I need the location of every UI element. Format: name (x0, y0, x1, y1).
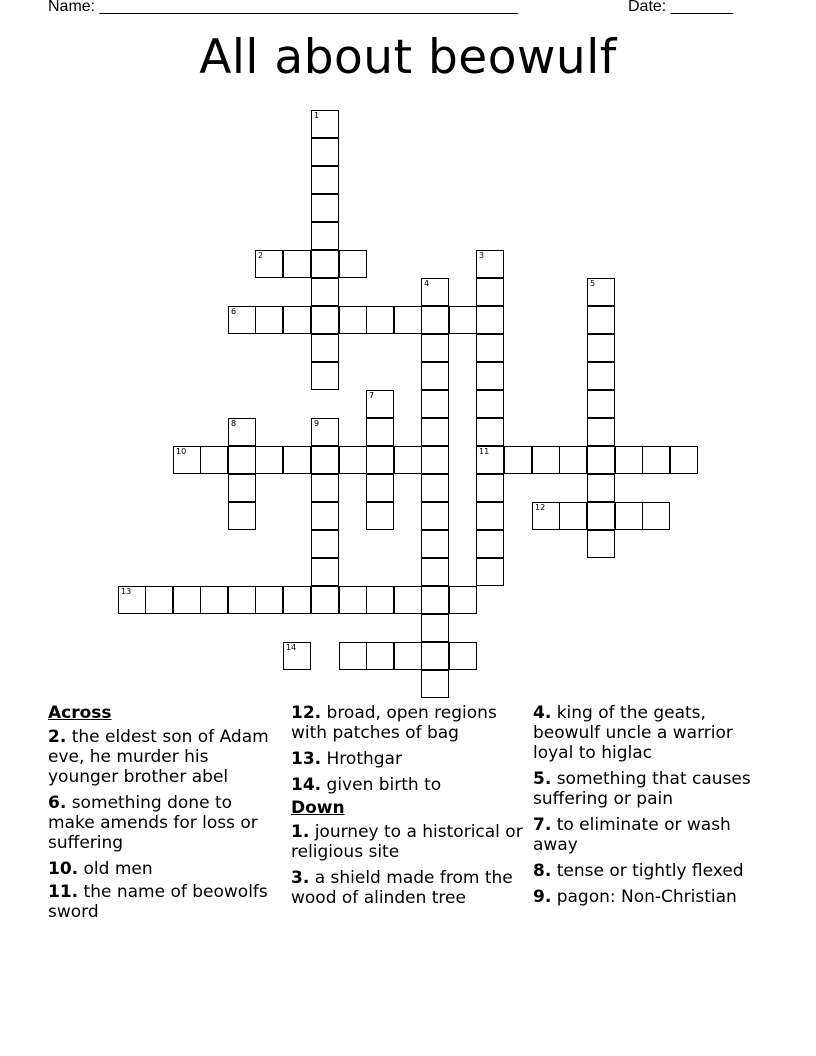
clue-across-13 (291, 749, 527, 769)
clue-text: king of the geats, beowulf uncle a warrior loyal to higlac (533, 703, 733, 763)
grid-cell[interactable] (532, 502, 560, 530)
grid-cell[interactable] (587, 446, 615, 474)
grid-cell[interactable] (504, 446, 532, 474)
grid-cell[interactable] (339, 250, 367, 278)
grid-cell[interactable] (311, 306, 339, 334)
clues-column-1 (48, 703, 284, 928)
grid-cell[interactable] (476, 418, 504, 446)
grid-cell[interactable] (449, 306, 477, 334)
grid-cell[interactable] (311, 166, 339, 194)
clue-number: 5. (533, 769, 552, 789)
grid-cell[interactable] (311, 250, 339, 278)
grid-cell[interactable] (339, 306, 367, 334)
grid-cell[interactable] (366, 502, 394, 530)
clue-number: 1. (291, 822, 310, 842)
clue-across-10 (48, 859, 284, 879)
grid-cell[interactable] (476, 558, 504, 586)
clue-number-label: 5 (590, 279, 596, 288)
clue-text: pagon: Non-Christian (551, 887, 737, 907)
grid-cell[interactable] (311, 278, 339, 306)
grid-cell[interactable] (311, 418, 339, 446)
grid-cell[interactable] (421, 278, 449, 306)
grid-cell[interactable] (339, 586, 367, 614)
grid-cell[interactable] (366, 642, 394, 670)
grid-cell[interactable] (200, 586, 228, 614)
grid-cell[interactable] (228, 446, 256, 474)
grid-cell[interactable] (615, 446, 643, 474)
across-heading: Across (48, 703, 112, 723)
grid-cell[interactable] (339, 642, 367, 670)
clue-text: tense or tightly flexed (551, 861, 744, 881)
grid-cell[interactable] (421, 474, 449, 502)
clue-number: 8. (533, 861, 552, 881)
clue-text: journey to a historical or religious site (291, 822, 523, 862)
grid-cell[interactable] (421, 530, 449, 558)
grid-cell[interactable] (255, 250, 283, 278)
grid-cell[interactable] (421, 362, 449, 390)
grid-cell[interactable] (366, 418, 394, 446)
clue-down-7 (533, 815, 769, 855)
grid-cell[interactable] (642, 446, 670, 474)
clue-number-label: 1 (314, 111, 320, 120)
clue-number: 2. (48, 727, 67, 747)
grid-cell[interactable] (421, 502, 449, 530)
grid-cell[interactable] (476, 362, 504, 390)
grid-cell[interactable] (421, 642, 449, 670)
grid-cell[interactable] (228, 306, 256, 334)
grid-cell[interactable] (311, 558, 339, 586)
clue-text: a shield made from the wood of alinden tree (291, 868, 513, 908)
grid-cell[interactable] (587, 362, 615, 390)
clue-text: the eldest son of Adam eve, he murder his younger brother abel (48, 727, 269, 787)
clue-across-2 (48, 727, 284, 787)
clue-text: given birth to (321, 775, 442, 795)
grid-cell[interactable] (366, 586, 394, 614)
grid-cell[interactable] (173, 446, 201, 474)
grid-cell[interactable] (394, 446, 422, 474)
clue-number-label: 12 (535, 503, 546, 512)
grid-cell[interactable] (476, 250, 504, 278)
grid-cell[interactable] (449, 586, 477, 614)
grid-cell[interactable] (642, 502, 670, 530)
grid-cell[interactable] (311, 362, 339, 390)
grid-cell[interactable] (587, 502, 615, 530)
clue-text: old men (78, 859, 153, 879)
clue-down-4 (533, 703, 769, 763)
clue-number-label: 13 (121, 587, 132, 596)
clue-number: 10. (48, 859, 79, 879)
clue-text: to eliminate or wash away (533, 815, 731, 855)
grid-cell[interactable] (587, 334, 615, 362)
clue-number: 3. (291, 868, 310, 888)
grid-cell[interactable] (476, 530, 504, 558)
grid-cell[interactable] (228, 474, 256, 502)
grid-cell[interactable] (311, 502, 339, 530)
grid-cell[interactable] (366, 474, 394, 502)
clue-number-label: 2 (258, 251, 264, 260)
grid-cell[interactable] (421, 306, 449, 334)
clues-column-3 (533, 703, 769, 913)
grid-cell[interactable] (394, 586, 422, 614)
clue-number-label: 11 (479, 447, 490, 456)
grid-cell[interactable] (311, 110, 339, 138)
date-label: Date: _______ (628, 0, 733, 15)
grid-cell[interactable] (476, 306, 504, 334)
clue-number: 9. (533, 887, 552, 907)
grid-cell[interactable] (559, 502, 587, 530)
grid-cell[interactable] (421, 418, 449, 446)
clue-number: 14. (291, 775, 322, 795)
grid-cell[interactable] (421, 446, 449, 474)
grid-cell[interactable] (283, 250, 311, 278)
grid-cell[interactable] (118, 586, 146, 614)
grid-cell[interactable] (311, 222, 339, 250)
clue-text: something that causes suffering or pain (533, 769, 751, 809)
grid-cell[interactable] (255, 446, 283, 474)
clue-down-8 (533, 861, 769, 881)
grid-cell[interactable] (476, 502, 504, 530)
clue-across-12 (291, 703, 527, 743)
grid-cell[interactable] (311, 474, 339, 502)
grid-cell[interactable] (421, 614, 449, 642)
grid-cell[interactable] (421, 390, 449, 418)
grid-cell[interactable] (228, 418, 256, 446)
clues-column-2 (291, 703, 527, 914)
grid-cell[interactable] (615, 502, 643, 530)
grid-cell[interactable] (476, 390, 504, 418)
grid-cell[interactable] (339, 446, 367, 474)
clue-number: 7. (533, 815, 552, 835)
clue-text: the name of beowolfs sword (48, 882, 268, 922)
grid-cell[interactable] (476, 278, 504, 306)
down-heading: Down (291, 798, 345, 818)
clue-number-label: 14 (286, 643, 297, 652)
grid-cell[interactable] (311, 586, 339, 614)
clue-text: Hrothgar (321, 749, 402, 769)
grid-cell[interactable] (145, 586, 173, 614)
grid-cell[interactable] (173, 586, 201, 614)
grid-cell[interactable] (559, 446, 587, 474)
clue-number-label: 4 (424, 279, 430, 288)
name-label: Name: _______________________________________________ (48, 0, 518, 15)
clue-number: 12. (291, 703, 322, 723)
grid-cell[interactable] (587, 418, 615, 446)
grid-cell[interactable] (394, 642, 422, 670)
clue-number-label: 6 (231, 307, 237, 316)
clue-text: broad, open regions with patches of bag (291, 703, 497, 743)
grid-cell[interactable] (476, 474, 504, 502)
clue-across-6 (48, 793, 284, 853)
grid-cell[interactable] (311, 334, 339, 362)
grid-cell[interactable] (283, 446, 311, 474)
grid-cell[interactable] (449, 642, 477, 670)
grid-cell[interactable] (283, 586, 311, 614)
clue-number-label: 10 (176, 447, 187, 456)
clue-across-11 (48, 882, 284, 922)
clue-number-label: 8 (231, 419, 237, 428)
grid-cell[interactable] (311, 446, 339, 474)
grid-cell[interactable] (587, 530, 615, 558)
clue-number: 6. (48, 793, 67, 813)
grid-cell[interactable] (255, 586, 283, 614)
clue-across-14 (291, 775, 527, 795)
grid-cell[interactable] (311, 530, 339, 558)
grid-cell[interactable] (283, 306, 311, 334)
clue-down-1 (291, 822, 527, 862)
clue-number-label: 9 (314, 419, 320, 428)
clue-down-9 (533, 887, 769, 907)
clue-text: something done to make amends for loss or suffering (48, 793, 258, 853)
clue-number: 4. (533, 703, 552, 723)
grid-cell[interactable] (587, 306, 615, 334)
grid-cell[interactable] (476, 446, 504, 474)
grid-cell[interactable] (283, 642, 311, 670)
grid-cell[interactable] (476, 334, 504, 362)
grid-cell[interactable] (532, 446, 560, 474)
grid-cell[interactable] (366, 306, 394, 334)
grid-cell[interactable] (587, 390, 615, 418)
grid-cell[interactable] (587, 278, 615, 306)
grid-cell[interactable] (421, 586, 449, 614)
clue-down-5 (533, 769, 769, 809)
grid-cell[interactable] (421, 670, 449, 698)
grid-cell[interactable] (421, 558, 449, 586)
grid-cell[interactable] (311, 194, 339, 222)
grid-cell[interactable] (670, 446, 698, 474)
puzzle-title: All about beowulf (199, 30, 617, 85)
grid-cell[interactable] (255, 306, 283, 334)
grid-cell[interactable] (366, 390, 394, 418)
clue-number: 11. (48, 882, 79, 902)
grid-cell[interactable] (421, 334, 449, 362)
clue-number-label: 3 (479, 251, 485, 260)
grid-cell[interactable] (366, 446, 394, 474)
grid-cell[interactable] (200, 446, 228, 474)
grid-cell[interactable] (311, 138, 339, 166)
clue-down-3 (291, 868, 527, 908)
clue-number-label: 7 (369, 391, 375, 400)
grid-cell[interactable] (228, 502, 256, 530)
grid-cell[interactable] (394, 306, 422, 334)
clue-number: 13. (291, 749, 322, 769)
grid-cell[interactable] (587, 474, 615, 502)
grid-cell[interactable] (228, 586, 256, 614)
